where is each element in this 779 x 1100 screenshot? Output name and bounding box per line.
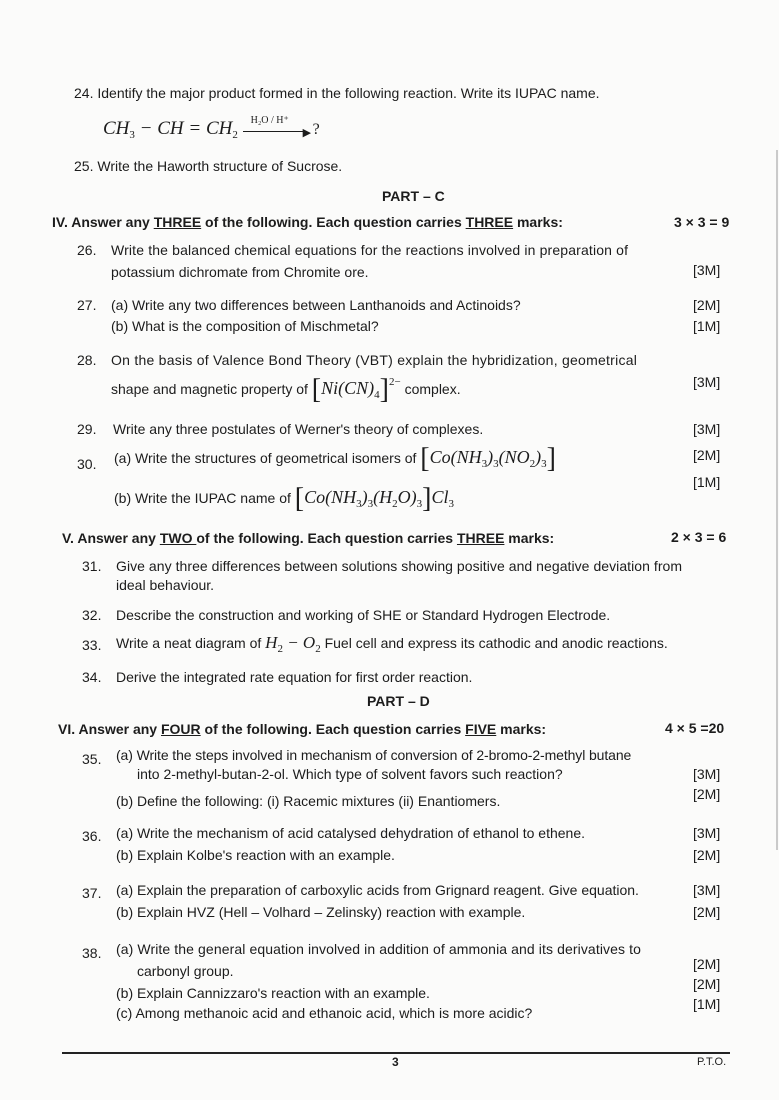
q37-num: 37. (82, 885, 102, 901)
h2-o2-formula: $H_2 - O_2$ (265, 633, 321, 655)
q32-num: 32. (82, 607, 102, 623)
q27-a-mark: [2M] (693, 297, 721, 313)
q38-c: (c) Among methanoic acid and ethanoic acid, which is more acidic? (116, 1005, 533, 1021)
q27-b-mark: [1M] (693, 318, 721, 334)
section-iv-total: 3 × 3 = 9 (674, 214, 730, 230)
part-c-title: PART – C (382, 188, 445, 204)
pto-label: P.T.O. (697, 1056, 727, 1068)
q28-line2: shape and magnetic property of $[Ni(CN)_4]^{2-}$ complex. (111, 374, 461, 405)
q30-num: 30. (77, 456, 97, 472)
q38-a1: (a) Write the general equation involved in addition of ammonia and its derivatives to (116, 941, 641, 957)
q31-line2: ideal behaviour. (116, 577, 215, 593)
q36-a-mark: [3M] (693, 825, 721, 841)
q27-a: (a) Write any two differences between Lanthanoids and Actinoids? (111, 297, 521, 313)
q38-num: 38. (82, 945, 102, 961)
q26-mark: [3M] (693, 262, 721, 278)
page-number: 3 (392, 1055, 399, 1069)
q26-line1: Write the balanced chemical equations for the reactions involved in preparation of (111, 242, 629, 258)
q27-num: 27. (77, 297, 97, 313)
q24-equation: $CH_3$ − CH = $CH_2$ H₂O / H⁺ ▶ ? (103, 114, 320, 141)
part-d-title: PART – D (367, 693, 430, 709)
q25: 25. Write the Haworth structure of Sucrose. (74, 158, 343, 174)
q31-num: 31. (82, 558, 102, 574)
q34-text: Derive the integrated rate equation for first order reaction. (116, 669, 473, 685)
q28-mark: [3M] (693, 374, 721, 390)
section-iv-instructions: IV. Answer any THREE of the following. Each question carries THREE marks: (52, 214, 563, 230)
q29-text: Write any three postulates of Werner's theory of complexes. (113, 421, 484, 437)
q32-text: Describe the construction and working of SHE or Standard Hydrogen Electrode. (116, 607, 611, 623)
q36-a: (a) Write the mechanism of acid catalysed dehydration of ethanol to ethene. (116, 825, 586, 841)
q35-a1: (a) Write the steps involved in mechanism of conversion of 2-bromo-2-methyl butane (116, 747, 632, 763)
q30-b: (b) Write the IUPAC name of $[Co(NH_3)_3(H_2O)_3]Cl_3$ (114, 483, 454, 514)
q28-line1: On the basis of Valence Bond Theory (VBT) explain the hybridization, geometrical (111, 352, 638, 368)
q37-a: (a) Explain the preparation of carboxylic acids from Grignard reagent. Give equation. (116, 882, 639, 898)
q29-mark: [3M] (693, 421, 721, 437)
ni-cn-complex: $[Ni(CN)_4]^{2-}$ (311, 374, 401, 405)
q27-b: (b) What is the composition of Mischmetal? (111, 318, 379, 334)
q30-a: (a) Write the structures of geometrical isomers of $[Co(NH_3)_3(NO_2)_3]$ (114, 443, 556, 474)
q35-b-mark: [2M] (693, 786, 721, 802)
q35-num: 35. (82, 751, 102, 767)
section-vi-total: 4 × 5 =20 (665, 720, 725, 736)
reaction-arrow: H₂O / H⁺ ▶ (243, 119, 313, 141)
q38-c-mark: [1M] (693, 996, 721, 1012)
q38-b: (b) Explain Cannizzaro's reaction with an example. (116, 985, 430, 1001)
q31-line1: Give any three differences between solutions showing positive and negative deviation from (116, 558, 683, 574)
q26-line2: potassium dichromate from Chromite ore. (111, 264, 369, 280)
q35-a-mark: [3M] (693, 766, 721, 782)
q29-num: 29. (77, 421, 97, 437)
q37-b-mark: [2M] (693, 904, 721, 920)
q33-text: Write a neat diagram of $H_2 - O_2$ Fuel cell and express its cathodic and anodic reactions. (116, 633, 668, 655)
page-edge-shadow (776, 150, 778, 850)
footer-rule (62, 1052, 730, 1054)
q26: 26. (77, 242, 97, 258)
co-nh3-h2o-complex: $[Co(NH_3)_3(H_2O)_3]Cl_3$ (294, 483, 454, 514)
q36-b-mark: [2M] (693, 847, 721, 863)
q37-a-mark: [3M] (693, 882, 721, 898)
co-nh3-no2-complex: $[Co(NH_3)_3(NO_2)_3]$ (420, 443, 556, 474)
q33-num: 33. (82, 637, 102, 653)
q30-b-mark: [1M] (693, 474, 721, 490)
q38-b-mark: [2M] (693, 976, 721, 992)
q38-a2: carbonyl group. (137, 963, 234, 979)
section-v-instructions: V. Answer any TWO of the following. Each question carries THREE marks: (62, 530, 555, 546)
q37-b: (b) Explain HVZ (Hell – Volhard – Zelinsky) reaction with example. (116, 904, 526, 920)
q36-num: 36. (82, 828, 102, 844)
q36-b: (b) Explain Kolbe's reaction with an example. (116, 847, 395, 863)
q38-a-mark: [2M] (693, 956, 721, 972)
q24: 24. Identify the major product formed in the following reaction. Write its IUPAC name. (74, 85, 600, 101)
q34-num: 34. (82, 669, 102, 685)
q35-a2: into 2-methyl-butan-2-ol. Which type of solvent favors such reaction? (137, 766, 563, 782)
section-vi-instructions: VI. Answer any FOUR of the following. Each question carries FIVE marks: (58, 721, 547, 737)
q28-num: 28. (77, 352, 97, 368)
section-v-total: 2 × 3 = 6 (671, 529, 727, 545)
q30-a-mark: [2M] (693, 447, 721, 463)
q35-b: (b) Define the following: (i) Racemic mixtures (ii) Enantiomers. (116, 793, 501, 809)
